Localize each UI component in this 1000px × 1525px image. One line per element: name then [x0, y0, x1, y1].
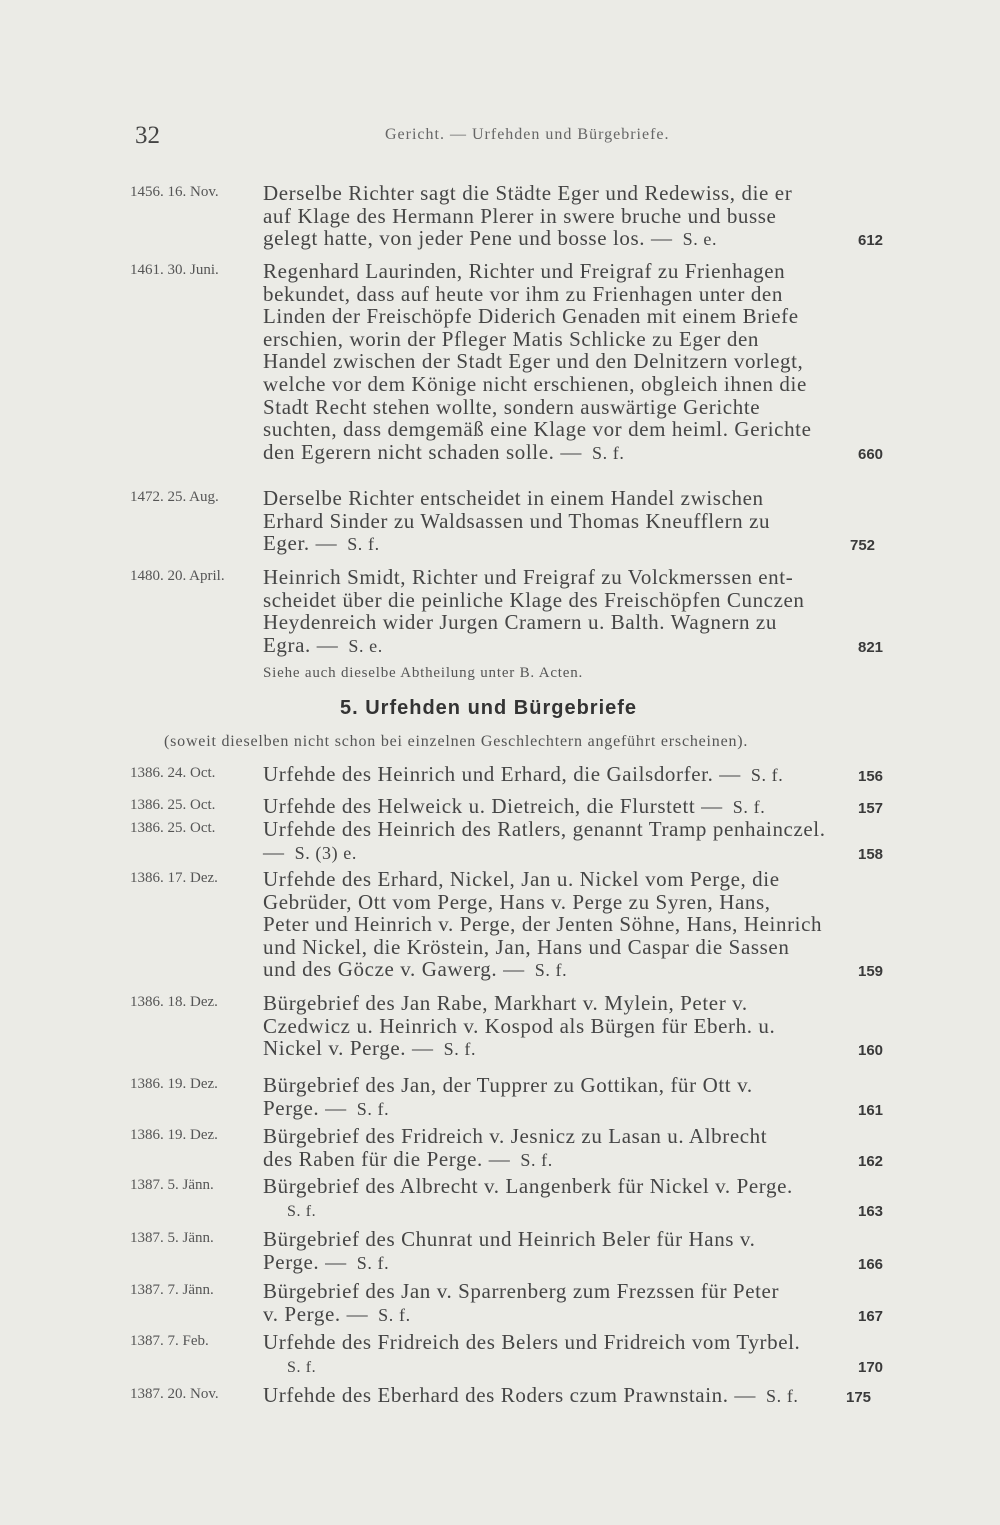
entry-line	[263, 936, 906, 959]
entry-text	[263, 1331, 906, 1376]
entry-number: 170	[858, 1358, 884, 1376]
entry-text	[263, 1228, 906, 1273]
entry-date: 1386. 17. Dez.	[130, 870, 218, 886]
entry-line-text: erschien, worin der Pfleger Matis Schlicke zu Eger den	[263, 326, 759, 351]
entry-line-text: Bürgebrief des Albrecht v. Langenberk für Nickel v. Perge.	[263, 1174, 793, 1198]
entry-line-text: Urfehde des Erhard, Nickel, Jan u. Nickel vom Perge, die	[263, 867, 780, 891]
entry-line-text: welche vor dem Könige nicht erschienen, obgleich ihnen die	[263, 371, 807, 396]
entry-line-text: Urfehde des Heinrich und Erhard, die Gailsdorfer. —	[263, 762, 741, 786]
seal-note: S. e.	[682, 229, 718, 250]
entry-line	[263, 841, 906, 864]
entry-line	[263, 1015, 906, 1038]
entry-line	[263, 1175, 906, 1198]
entry-date: 1387. 20. Nov.	[130, 1386, 219, 1402]
entry-line-text: Bürgebrief des Fridreich v. Jesnicz zu Lasan u. Albrecht	[263, 1124, 768, 1148]
entry-line	[263, 1125, 906, 1148]
entry-line	[263, 182, 906, 205]
entry-line-text: Urfehde des Fridreich des Belers und Fridreich vom Tyrbel.	[263, 1330, 801, 1354]
entry-line	[263, 350, 906, 373]
entry-line	[263, 634, 906, 657]
entry-line	[263, 818, 906, 841]
entry-line-text: auf Klage des Hermann Plerer in swere bruche und busse	[263, 203, 777, 228]
entry-line-text: und des Göcze v. Gawerg. —	[263, 957, 525, 982]
entry-line-text: Bürgebrief des Jan v. Sparrenberg zum Frezssen für Peter	[263, 1279, 780, 1303]
see-also-note: Siehe auch dieselbe Abtheilung unter B. Acten.	[263, 665, 584, 681]
seal-note: S. f.	[356, 1252, 390, 1273]
entry-text	[263, 487, 906, 555]
entry-line-text: Erhard Sinder zu Waldsassen und Thomas Kneufflern zu	[263, 508, 771, 533]
section-subtitle: (soweit dieselben nicht schon bei einzelnen Geschlechtern angeführt erscheinen).	[164, 733, 749, 750]
entry-line	[263, 205, 906, 228]
entry-date: 1480. 20. April.	[130, 568, 225, 584]
entry-date: 1387. 7. Jänn.	[130, 1282, 214, 1298]
entry-line-text: Gebrüder, Ott vom Perge, Hans v. Perge zu Syren, Hans,	[263, 889, 771, 914]
entry-line-text: Derselbe Richter entscheidet in einem Handel zwischen	[263, 486, 764, 510]
entry-text	[263, 1384, 906, 1407]
seal-note: S. f.	[732, 797, 766, 817]
entry-date: 1386. 25. Oct.	[130, 820, 216, 836]
entry-line	[263, 1384, 906, 1407]
entry-date: 1472. 25. Aug.	[130, 489, 219, 505]
seal-note: S. f.	[378, 1304, 411, 1325]
entry-line-text: Stadt Recht stehen wollte, sondern auswärtige Gerichte	[263, 394, 761, 419]
entry-line-text: Bürgebrief des Jan, der Tupprer zu Gottikan, für Ott v.	[263, 1073, 753, 1097]
entry-line-text: scheidet über die peinliche Klage des Freischöpfen Cunczen	[263, 587, 805, 612]
entry-date: 1461. 30. Juni.	[130, 262, 219, 278]
entry-line	[263, 227, 906, 250]
entry-text	[263, 1074, 906, 1119]
entry-line	[263, 305, 906, 328]
entry-date: 1386. 24. Oct.	[130, 765, 216, 781]
entry-date: 1386. 18. Dez.	[130, 994, 218, 1010]
entry-line	[263, 891, 906, 914]
entry-text	[263, 182, 906, 250]
entry-number: 752	[850, 537, 876, 555]
seal-note: S. f.	[591, 442, 625, 463]
entry-date: 1387. 5. Jänn.	[130, 1230, 214, 1246]
entry-number: 162	[858, 1152, 884, 1170]
entry-text	[263, 1280, 906, 1325]
entry-line	[263, 992, 906, 1015]
entry-date: 1386. 19. Dez.	[130, 1076, 218, 1092]
seal-note: S. f.	[287, 1202, 317, 1220]
seal-note: S. e.	[348, 635, 383, 656]
entry-line	[263, 1251, 906, 1274]
entry-line-text: Bürgebrief des Chunrat und Heinrich Beler für Hans v.	[263, 1227, 756, 1251]
entry-line	[263, 1280, 906, 1303]
entry-line	[263, 1074, 906, 1097]
entry-line	[263, 1303, 906, 1326]
entry-number: 160	[858, 1042, 884, 1060]
entry-line	[263, 1228, 906, 1251]
entry-line-text: Linden der Freischöpfe Diderich Genaden mit einem Briefe	[263, 304, 799, 329]
seal-note: S. f.	[356, 1098, 390, 1119]
entry-text	[263, 1175, 906, 1220]
entry-line	[263, 1198, 906, 1221]
entry-text	[263, 763, 906, 786]
entry-line-text: Urfehde des Heinrich des Ratlers, genannt Tramp penhainczel.	[263, 817, 826, 841]
seal-note: S. (3) e.	[294, 842, 357, 863]
entry-number: 167	[858, 1307, 884, 1325]
entry-line	[263, 532, 906, 555]
entry-line	[263, 958, 906, 981]
entry-line-text: Peter und Heinrich v. Perge, der Jenten Söhne, Hans, Heinrich	[263, 912, 823, 937]
seal-note: S. f.	[750, 765, 784, 785]
entry-number: 612	[858, 232, 884, 250]
entry-number: 161	[858, 1101, 884, 1119]
entry-line	[263, 396, 906, 419]
entry-number: 158	[858, 845, 884, 863]
entry-date: 1386. 19. Dez.	[130, 1127, 218, 1143]
entry-number: 163	[858, 1202, 884, 1220]
entry-line-text: Perge. —	[263, 1249, 347, 1274]
entry-text	[263, 566, 906, 656]
entry-line-text: Perge. —	[263, 1095, 347, 1120]
entry-line	[263, 441, 906, 464]
entry-line	[263, 763, 906, 786]
entry-line	[263, 1097, 906, 1120]
entry-line	[263, 1354, 906, 1377]
entry-line-text: —	[263, 839, 285, 864]
entry-line-text: Egra. —	[263, 632, 339, 657]
entry-line-text: und Nickel, die Kröstein, Jan, Hans und Caspar die Sassen	[263, 934, 790, 959]
entry-line	[263, 1331, 906, 1354]
entry-line	[263, 260, 906, 283]
entry-text	[263, 795, 906, 818]
entry-number: 157	[858, 800, 884, 817]
entry-line	[263, 510, 906, 533]
entry-date: 1387. 5. Jänn.	[130, 1177, 214, 1193]
entry-line	[263, 328, 906, 351]
entry-line-text: suchten, dass demgemäß eine Klage vor dem heiml. Gerichte	[263, 417, 812, 442]
entry-line	[263, 566, 906, 589]
entry-line-text: gelegt hatte, von jeder Pene und bosse los. —	[263, 226, 673, 251]
entry-line	[263, 373, 906, 396]
entry-number: 156	[858, 768, 884, 785]
entry-line-text: des Raben für die Perge. —	[263, 1146, 511, 1171]
seal-note: S. f.	[443, 1039, 477, 1060]
entry-number: 166	[858, 1255, 884, 1273]
entry-date: 1386. 25. Oct.	[130, 797, 216, 813]
entry-line	[263, 1148, 906, 1171]
entry-text	[263, 1125, 906, 1170]
entry-line-text: Heinrich Smidt, Richter und Freigraf zu Volckmerssen ent-	[263, 565, 794, 589]
seal-note: S. f.	[534, 960, 568, 981]
entry-line	[263, 795, 906, 818]
entry-line	[263, 589, 906, 612]
running-head: Gericht. — Urfehden und Bürgebriefe.	[385, 126, 670, 143]
entry-line-text: Urfehde des Eberhard des Roders czum Prawnstain. —	[263, 1383, 757, 1407]
entry-line-text: Nickel v. Perge. —	[263, 1036, 434, 1061]
page-number: 32	[135, 122, 160, 149]
entry-line-text: Derselbe Richter sagt die Städte Eger und Redewiss, die er	[263, 181, 793, 205]
seal-note: S. f.	[520, 1149, 553, 1170]
entry-line	[263, 868, 906, 891]
entry-line-text: Urfehde des Helweick u. Dietreich, die Flurstett —	[263, 794, 723, 818]
seal-note: S. f.	[347, 534, 380, 555]
entry-date: 1387. 7. Feb.	[130, 1333, 209, 1349]
entry-number: 821	[858, 638, 884, 656]
entry-line-text: den Egerern nicht schaden solle. —	[263, 439, 582, 464]
entry-line	[263, 418, 906, 441]
entry-line	[263, 487, 906, 510]
entry-line-text: Eger. —	[263, 531, 338, 556]
entry-line-text: bekundet, dass auf heute vor ihm zu Frienhagen unter den	[263, 281, 783, 306]
entry-line-text: v. Perge. —	[263, 1301, 369, 1326]
seal-note: S. f.	[287, 1358, 317, 1376]
entry-text	[263, 868, 906, 981]
entry-line	[263, 611, 906, 634]
entry-date: 1456. 16. Nov.	[130, 184, 219, 200]
section-title: 5. Urfehden und Bürgebriefe	[340, 697, 638, 719]
entry-line-text: Bürgebrief des Jan Rabe, Markhart v. Mylein, Peter v.	[263, 991, 748, 1015]
entry-text	[263, 992, 906, 1060]
entry-line	[263, 913, 906, 936]
seal-note: S. f.	[766, 1386, 799, 1406]
entry-line	[263, 283, 906, 306]
entry-line	[263, 1037, 906, 1060]
entry-number: 175	[846, 1389, 872, 1406]
entry-line-text: Heydenreich wider Jurgen Cramern u. Balth. Wagnern zu	[263, 610, 777, 635]
entry-text	[263, 818, 906, 863]
entry-number: 660	[858, 445, 884, 463]
entry-line-text: Regenhard Laurinden, Richter und Freigraf zu Frienhagen	[263, 259, 786, 283]
entry-text	[263, 260, 906, 463]
entry-line-text: Czedwicz u. Heinrich v. Kospod als Bürgen für Eberh. u.	[263, 1013, 776, 1038]
entry-number: 159	[858, 963, 884, 981]
entry-line-text: Handel zwischen der Stadt Eger und den Delnitzern vorlegt,	[263, 349, 804, 374]
